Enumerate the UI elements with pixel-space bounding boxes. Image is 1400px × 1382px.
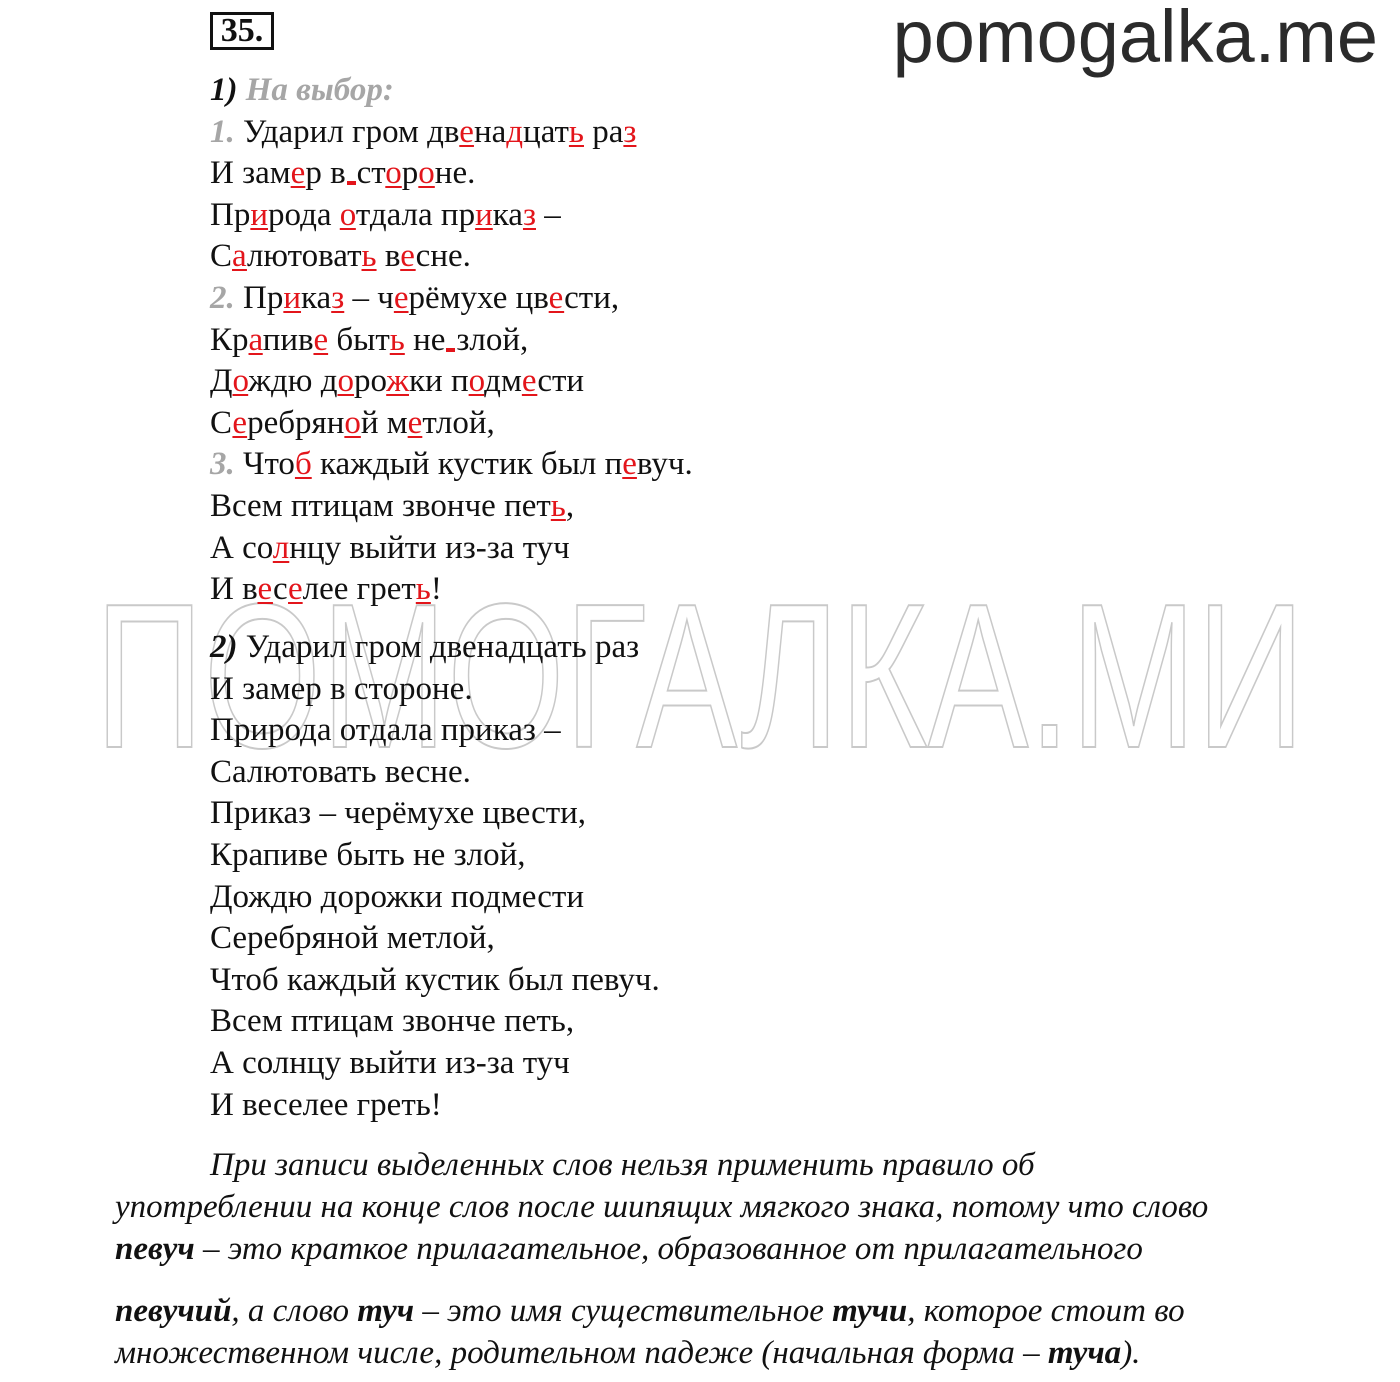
highlighted-letter: ь bbox=[389, 321, 405, 358]
stanza-number: 2. bbox=[210, 279, 235, 316]
part1-line-2 bbox=[210, 195, 693, 237]
part2-label: 2) bbox=[210, 629, 238, 665]
part2-line-9: Всем птицам звонче петь, bbox=[210, 1003, 575, 1040]
highlighted-letter: е bbox=[548, 279, 565, 316]
highlighted-letter: о bbox=[339, 196, 356, 233]
line-text: Ударил гром дв bbox=[243, 113, 460, 150]
word-tuchi: тучи bbox=[832, 1293, 908, 1329]
stanza-number: 1. bbox=[210, 113, 235, 150]
highlighted-letter: о bbox=[418, 155, 435, 192]
line-text: р bbox=[401, 155, 419, 192]
line-text: тлой, bbox=[422, 404, 495, 441]
explanation-line-2: употреблении на конце слов после шипящих мягкого знака, потому что слово bbox=[115, 1189, 1209, 1225]
part1-line-3 bbox=[210, 236, 693, 278]
highlighted-letter: а bbox=[232, 238, 247, 275]
part2-line-0 bbox=[210, 627, 660, 669]
part2-line-1: И замер в стороне. bbox=[210, 670, 473, 707]
part2-line-8: Чтоб каждый кустик был певуч. bbox=[210, 961, 660, 998]
line-text: И зам bbox=[210, 155, 291, 192]
part2-line-5: Крапиве быть не злой, bbox=[210, 836, 526, 873]
highlighted-letter: л bbox=[272, 529, 290, 566]
highlighted-letter: е bbox=[313, 321, 329, 358]
line-text: в bbox=[376, 238, 401, 275]
part2-line-11: И веселее греть! bbox=[210, 1086, 442, 1123]
highlighted-letter: е bbox=[393, 279, 409, 316]
watermark-text: ПОМОГАЛКА.МИ bbox=[95, 585, 1305, 775]
explanation-text: , а слово bbox=[231, 1293, 358, 1329]
line-text: С bbox=[210, 238, 233, 275]
line-text: быт bbox=[328, 321, 390, 358]
line-text: вуч. bbox=[636, 446, 693, 483]
highlighted-letter: о bbox=[337, 363, 354, 400]
highlighted-letter: е bbox=[521, 363, 538, 400]
highlighted-letter: о bbox=[385, 155, 402, 192]
line-text: лютоват bbox=[246, 238, 362, 275]
explanation-para1 bbox=[115, 1144, 1375, 1270]
highlighted-letter: з bbox=[623, 113, 637, 150]
line-text: пив bbox=[262, 321, 314, 358]
part1-line-10 bbox=[210, 528, 693, 570]
line-text: ро bbox=[354, 363, 387, 400]
line-text: не. bbox=[434, 155, 476, 192]
part1-line-6 bbox=[210, 361, 693, 403]
highlighted-letter: е bbox=[459, 113, 474, 150]
highlighted-letter: и bbox=[250, 196, 269, 233]
explanation-text: ). bbox=[1121, 1335, 1141, 1371]
line-text: злой, bbox=[456, 321, 529, 358]
explanation-text: множественном числе, родительном падеже (начальная форма – bbox=[115, 1335, 1048, 1371]
highlighted-letter: ь bbox=[361, 238, 377, 275]
explanation-text: , которое стоит во bbox=[907, 1293, 1185, 1329]
line-text: нцу выйти из-за туч bbox=[289, 529, 570, 566]
line-text: Что bbox=[243, 446, 295, 483]
stanza-number: 3. bbox=[210, 446, 235, 483]
explanation-text: – это краткое прилагательное, образованное от прилагательного bbox=[194, 1231, 1143, 1267]
line-text: И в bbox=[210, 571, 258, 608]
explanation-para2 bbox=[115, 1290, 1375, 1374]
highlighted-letter: е bbox=[290, 155, 306, 192]
line-text: ждю д bbox=[248, 363, 338, 400]
part1-line-0 bbox=[210, 112, 693, 154]
site-logo: pomogalka.me bbox=[892, 0, 1378, 78]
highlighted-letter: ь bbox=[415, 571, 431, 608]
line-text: с bbox=[272, 571, 289, 608]
highlighted-letter: е bbox=[232, 404, 248, 441]
line-text: ка bbox=[492, 196, 523, 233]
part2-line-2: Природа отдала приказ – bbox=[210, 712, 561, 749]
explanation-line-1: При записи выделенных слов нельзя применить правило об bbox=[210, 1147, 1035, 1183]
line-text: рода bbox=[268, 196, 340, 233]
part1-line-5 bbox=[210, 320, 693, 362]
highlighted-letter: е bbox=[288, 571, 303, 608]
highlighted-letter: е bbox=[257, 571, 273, 608]
highlighted-letter: е bbox=[407, 404, 423, 441]
part2-line-10: А солнцу выйти из-за туч bbox=[210, 1044, 570, 1081]
part2-line-3: Салютовать весне. bbox=[210, 753, 471, 790]
line-text: рёмухе цв bbox=[408, 279, 549, 316]
part1-line-8 bbox=[210, 444, 693, 486]
space-mark bbox=[446, 348, 455, 352]
task-number: 35. bbox=[210, 12, 274, 50]
explanation-line-4 bbox=[115, 1290, 1375, 1332]
word-tucha: туча bbox=[1047, 1335, 1122, 1371]
line-text: Д bbox=[210, 363, 233, 400]
highlighted-letter: и bbox=[283, 279, 302, 316]
explanation-line-5 bbox=[115, 1332, 1375, 1374]
part1-heading-text: На выбор: bbox=[245, 72, 394, 108]
highlighted-letter: е bbox=[622, 446, 637, 483]
line-text: ки п bbox=[409, 363, 469, 400]
part1-line-11 bbox=[210, 569, 693, 611]
line-text: й м bbox=[360, 404, 408, 441]
line-text: – bbox=[536, 196, 561, 233]
part2-line-6: Дождю дорожки подмести bbox=[210, 878, 584, 915]
part2-line-text: Ударил гром двенадцать раз bbox=[245, 629, 640, 665]
line-text: Всем птицам звонче пет bbox=[210, 487, 551, 524]
line-text: р в bbox=[305, 155, 346, 192]
line-text: сти bbox=[537, 363, 585, 400]
word-pevuchiy: певучий bbox=[115, 1293, 232, 1329]
part2-line-4: Приказ – черёмухе цвести, bbox=[210, 795, 587, 832]
part1-line-7 bbox=[210, 403, 693, 445]
part1-line-4 bbox=[210, 278, 693, 320]
line-text: , bbox=[565, 487, 575, 524]
highlighted-letter: ь bbox=[550, 487, 566, 524]
word-tuch: туч bbox=[357, 1293, 415, 1329]
line-text: Пр bbox=[243, 279, 284, 316]
highlighted-letter: з bbox=[331, 279, 345, 316]
line-text: сне. bbox=[415, 238, 471, 275]
part1-line-1 bbox=[210, 153, 693, 195]
explanation-text: – это имя существительное bbox=[414, 1293, 833, 1329]
explanation-line-3 bbox=[115, 1228, 1375, 1270]
highlighted-letter: а bbox=[248, 321, 263, 358]
part1-poem bbox=[210, 70, 693, 611]
line-text: на bbox=[473, 113, 507, 150]
line-text: ка bbox=[301, 279, 332, 316]
line-text: сти, bbox=[564, 279, 620, 316]
line-text: С bbox=[210, 404, 233, 441]
line-text: ра bbox=[583, 113, 624, 150]
highlighted-letter: д bbox=[506, 113, 524, 150]
line-text: Пр bbox=[210, 196, 251, 233]
line-text: дм bbox=[484, 363, 522, 400]
part1-label: 1) bbox=[210, 72, 238, 108]
part1-line-9 bbox=[210, 486, 693, 528]
line-text: Кр bbox=[210, 321, 249, 358]
part1-heading bbox=[210, 70, 693, 112]
highlighted-letter: е bbox=[400, 238, 416, 275]
word-pevuch: певуч bbox=[115, 1231, 195, 1267]
line-text: цат bbox=[523, 113, 569, 150]
part2-line-7: Серебряной метлой, bbox=[210, 920, 495, 957]
highlighted-letter: о bbox=[344, 404, 361, 441]
line-text: тдала пр bbox=[355, 196, 476, 233]
highlighted-letter: ь bbox=[568, 113, 584, 150]
highlighted-letter: б bbox=[294, 446, 312, 483]
part2-poem bbox=[210, 627, 660, 1126]
line-text: – ч bbox=[344, 279, 394, 316]
line-text: ст bbox=[356, 155, 386, 192]
highlighted-letter: з bbox=[522, 196, 536, 233]
line-text: каждый кустик был п bbox=[311, 446, 623, 483]
highlighted-letter: о bbox=[232, 363, 249, 400]
line-text: ребрян bbox=[247, 404, 345, 441]
highlighted-letter: ж bbox=[386, 363, 409, 400]
line-text: не bbox=[404, 321, 446, 358]
space-mark bbox=[347, 181, 356, 185]
line-text: лее грет bbox=[302, 571, 416, 608]
highlighted-letter: о bbox=[468, 363, 485, 400]
line-text: А со bbox=[210, 529, 273, 566]
highlighted-letter: и bbox=[475, 196, 493, 233]
line-text: ! bbox=[430, 571, 442, 608]
